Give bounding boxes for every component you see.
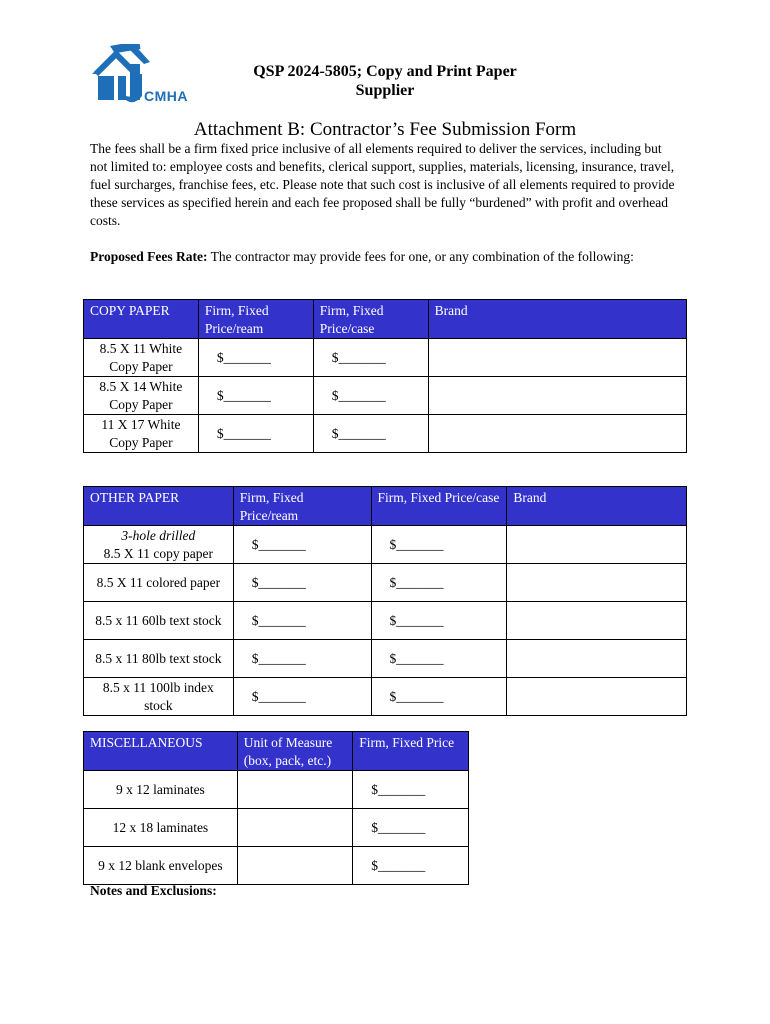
- table-header-row: [84, 732, 469, 771]
- header-cell: Brand: [428, 300, 686, 339]
- title-line-1: QSP 2024-5805; Copy and Print Paper: [253, 63, 517, 80]
- brand-field[interactable]: [507, 526, 687, 564]
- proposed-fees-label: Proposed Fees Rate:: [90, 249, 208, 264]
- other-paper-table: [83, 486, 687, 716]
- item-label: 8.5 x 11 100lb index stock: [84, 678, 234, 716]
- price-per-case-field[interactable]: $_______: [313, 377, 428, 415]
- price-per-case-field[interactable]: $_______: [371, 564, 507, 602]
- header-cell: Unit of Measure (box, pack, etc.): [237, 732, 353, 771]
- price-per-case-field[interactable]: $_______: [313, 339, 428, 377]
- miscellaneous-table: [83, 731, 469, 885]
- item-label: 8.5 x 11 80lb text stock: [84, 640, 234, 678]
- price-per-ream-field[interactable]: $_______: [233, 602, 371, 640]
- item-label: 9 x 12 blank envelopes: [84, 847, 238, 885]
- unit-of-measure-field[interactable]: [237, 809, 353, 847]
- price-per-case-field[interactable]: $_______: [371, 640, 507, 678]
- table-header-row: [84, 487, 687, 526]
- price-per-ream-field[interactable]: $_______: [198, 339, 313, 377]
- item-label-text: 8.5 X 11 copy paper: [103, 545, 214, 561]
- header-cell: OTHER PAPER: [84, 487, 234, 526]
- attachment-title: Attachment B: Contractor’s Fee Submission Form: [193, 119, 577, 140]
- item-label: 9 x 12 laminates: [84, 771, 238, 809]
- header-cell: Firm, Fixed Price/case: [313, 300, 428, 339]
- table-row: [84, 809, 469, 847]
- copy-paper-table: [83, 299, 687, 453]
- intro-paragraph: The fees shall be a firm fixed price inclusive of all elements required to deliver the services, including but not limited to: employee costs and benefits, clerical support, supplies, materials, licensing, insurance, travel, fuel surcharges, franchise fees, etc. Please note that such cost is inclusive of all elements required to provide these services as specified herein and each fee proposed shall be fully “burdened” with profit and overhead costs.: [90, 141, 675, 228]
- header-cell: Firm, Fixed Price/ream: [198, 300, 313, 339]
- header-cell: Firm, Fixed Price: [353, 732, 469, 771]
- table-row: [84, 339, 687, 377]
- proposed-fees-paragraph: [90, 248, 680, 266]
- table-row: [84, 640, 687, 678]
- price-per-ream-field[interactable]: $_______: [198, 377, 313, 415]
- table-row: [84, 602, 687, 640]
- item-label: 8.5 X 11 White Copy Paper: [84, 339, 199, 377]
- table-row: [84, 771, 469, 809]
- brand-field[interactable]: [507, 678, 687, 716]
- header-cell: Brand: [507, 487, 687, 526]
- price-per-ream-field[interactable]: $_______: [198, 415, 313, 453]
- header-cell: MISCELLANEOUS: [84, 732, 238, 771]
- price-per-ream-field[interactable]: $_______: [233, 526, 371, 564]
- price-per-case-field[interactable]: $_______: [371, 602, 507, 640]
- price-field[interactable]: $_______: [353, 771, 469, 809]
- price-per-ream-field[interactable]: $_______: [233, 678, 371, 716]
- item-label: [84, 526, 234, 564]
- price-per-ream-field[interactable]: $_______: [233, 640, 371, 678]
- header-cell: COPY PAPER: [84, 300, 199, 339]
- brand-field[interactable]: [428, 415, 686, 453]
- brand-field[interactable]: [507, 564, 687, 602]
- proposed-fees-text: The contractor may provide fees for one, or any combination of the following:: [207, 249, 634, 264]
- price-per-ream-field[interactable]: $_______: [233, 564, 371, 602]
- table-row: [84, 564, 687, 602]
- table-row: [84, 526, 687, 564]
- table-row: [84, 847, 469, 885]
- logo-text: CMHA: [144, 88, 188, 104]
- title-line-2: Supplier: [355, 82, 415, 99]
- item-label: 8.5 X 11 colored paper: [84, 564, 234, 602]
- item-label: 11 X 17 White Copy Paper: [84, 415, 199, 453]
- item-label: 8.5 x 11 60lb text stock: [84, 602, 234, 640]
- table-row: [84, 377, 687, 415]
- item-label: 12 x 18 laminates: [84, 809, 238, 847]
- unit-of-measure-field[interactable]: [237, 771, 353, 809]
- brand-field[interactable]: [507, 640, 687, 678]
- price-per-case-field[interactable]: $_______: [371, 526, 507, 564]
- document-title: [200, 62, 570, 100]
- table-row: [84, 678, 687, 716]
- brand-field[interactable]: [428, 377, 686, 415]
- header-cell: Firm, Fixed Price/case: [371, 487, 507, 526]
- table-header-row: [84, 300, 687, 339]
- price-per-case-field[interactable]: $_______: [313, 415, 428, 453]
- notes-and-exclusions-label: Notes and Exclusions:: [90, 883, 217, 898]
- price-per-case-field[interactable]: $_______: [371, 678, 507, 716]
- item-label: 8.5 X 14 White Copy Paper: [84, 377, 199, 415]
- price-field[interactable]: $_______: [353, 809, 469, 847]
- brand-field[interactable]: [507, 602, 687, 640]
- item-label-italic: 3-hole drilled: [121, 527, 196, 543]
- table-row: [84, 415, 687, 453]
- unit-of-measure-field[interactable]: [237, 847, 353, 885]
- brand-field[interactable]: [428, 339, 686, 377]
- price-field[interactable]: $_______: [353, 847, 469, 885]
- header-cell: Firm, Fixed Price/ream: [233, 487, 371, 526]
